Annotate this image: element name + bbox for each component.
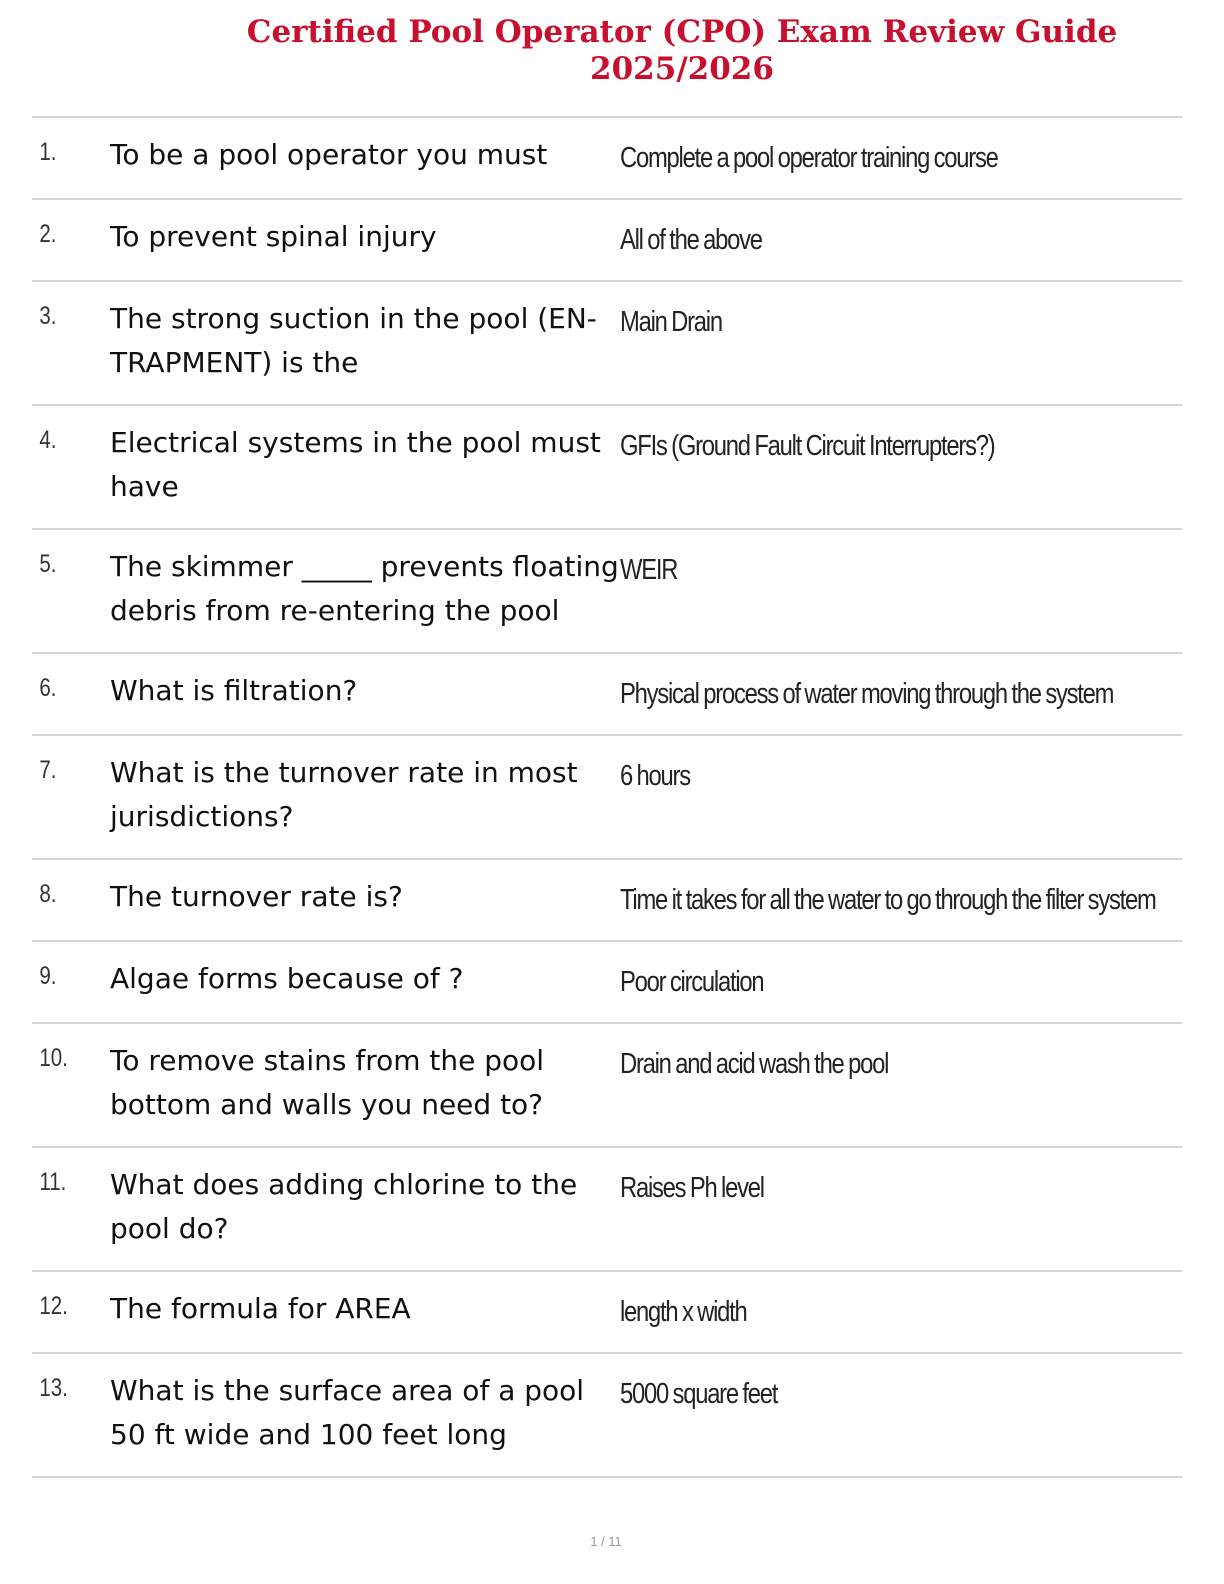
item-number: 12.	[39, 1292, 68, 1320]
item-answer: Time it takes for all the water to go through the filter system	[620, 884, 1156, 916]
qa-list	[32, 116, 1182, 1478]
item-number: 5.	[39, 550, 57, 578]
qa-item-8	[32, 860, 1182, 942]
title-line-1: Certified Pool Operator (CPO) Exam Review Guide	[246, 14, 1118, 50]
item-answer: Poor circulation	[620, 966, 764, 998]
qa-item-5	[32, 530, 1182, 654]
qa-item-11	[32, 1148, 1182, 1272]
qa-item-2	[32, 200, 1182, 282]
item-question: What does adding chlorine to the pool do?	[110, 1168, 578, 1245]
item-answer: Physical process of water moving through the system	[620, 678, 1114, 710]
item-answer: Drain and acid wash the pool	[620, 1048, 889, 1080]
item-question: To prevent spinal injury	[110, 220, 437, 253]
qa-item-7	[32, 736, 1182, 860]
qa-item-10	[32, 1024, 1182, 1148]
item-answer: WEIR	[620, 554, 678, 586]
item-number: 6.	[39, 674, 57, 702]
qa-item-12	[32, 1272, 1182, 1354]
item-answer: length x width	[620, 1296, 747, 1328]
item-question: The strong suction in the pool (EN-TRAPMENT) is the	[110, 302, 597, 379]
item-answer: Raises Ph level	[620, 1172, 764, 1204]
item-question: The formula for AREA	[110, 1292, 411, 1325]
item-answer: 6 hours	[620, 760, 690, 792]
qa-item-9	[32, 942, 1182, 1024]
page-indicator: 1 / 11	[590, 1534, 622, 1549]
qa-item-4	[32, 406, 1182, 530]
item-number: 4.	[39, 426, 57, 454]
document-title	[150, 14, 1214, 88]
item-number: 8.	[39, 880, 57, 908]
item-number: 3.	[39, 302, 57, 330]
item-question: What is the surface area of a pool 50 ft wide and 100 feet long	[110, 1374, 585, 1451]
item-question: What is the turnover rate in most jurisdictions?	[110, 756, 578, 833]
item-number: 13.	[39, 1374, 68, 1402]
item-number: 2.	[39, 220, 57, 248]
item-question: Algae forms because of ?	[110, 962, 464, 995]
qa-item-3	[32, 282, 1182, 406]
item-number: 1.	[39, 138, 57, 166]
item-answer: All of the above	[620, 224, 762, 256]
item-answer: GFIs (Ground Fault Circuit Interrupters?)	[620, 430, 995, 462]
item-number: 7.	[39, 756, 57, 784]
item-answer: Complete a pool operator training course	[620, 142, 998, 174]
qa-item-1	[32, 118, 1182, 200]
item-question: What is filtration?	[110, 674, 358, 707]
item-number: 10.	[39, 1044, 68, 1072]
qa-item-13	[32, 1354, 1182, 1478]
item-question: To be a pool operator you must	[110, 138, 548, 171]
item-number: 9.	[39, 962, 57, 990]
item-number: 11.	[39, 1168, 67, 1196]
item-answer: Main Drain	[620, 306, 722, 338]
item-question: Electrical systems in the pool must have	[110, 426, 601, 503]
title-line-2: 2025/2026	[590, 51, 774, 87]
item-question: To remove stains from the pool bottom and walls you need to?	[110, 1044, 545, 1121]
item-answer: 5000 square feet	[620, 1378, 778, 1410]
qa-item-6	[32, 654, 1182, 736]
item-question: The skimmer _____ prevents floating debris from re-entering the pool	[110, 550, 619, 627]
item-question: The turnover rate is?	[110, 880, 403, 913]
